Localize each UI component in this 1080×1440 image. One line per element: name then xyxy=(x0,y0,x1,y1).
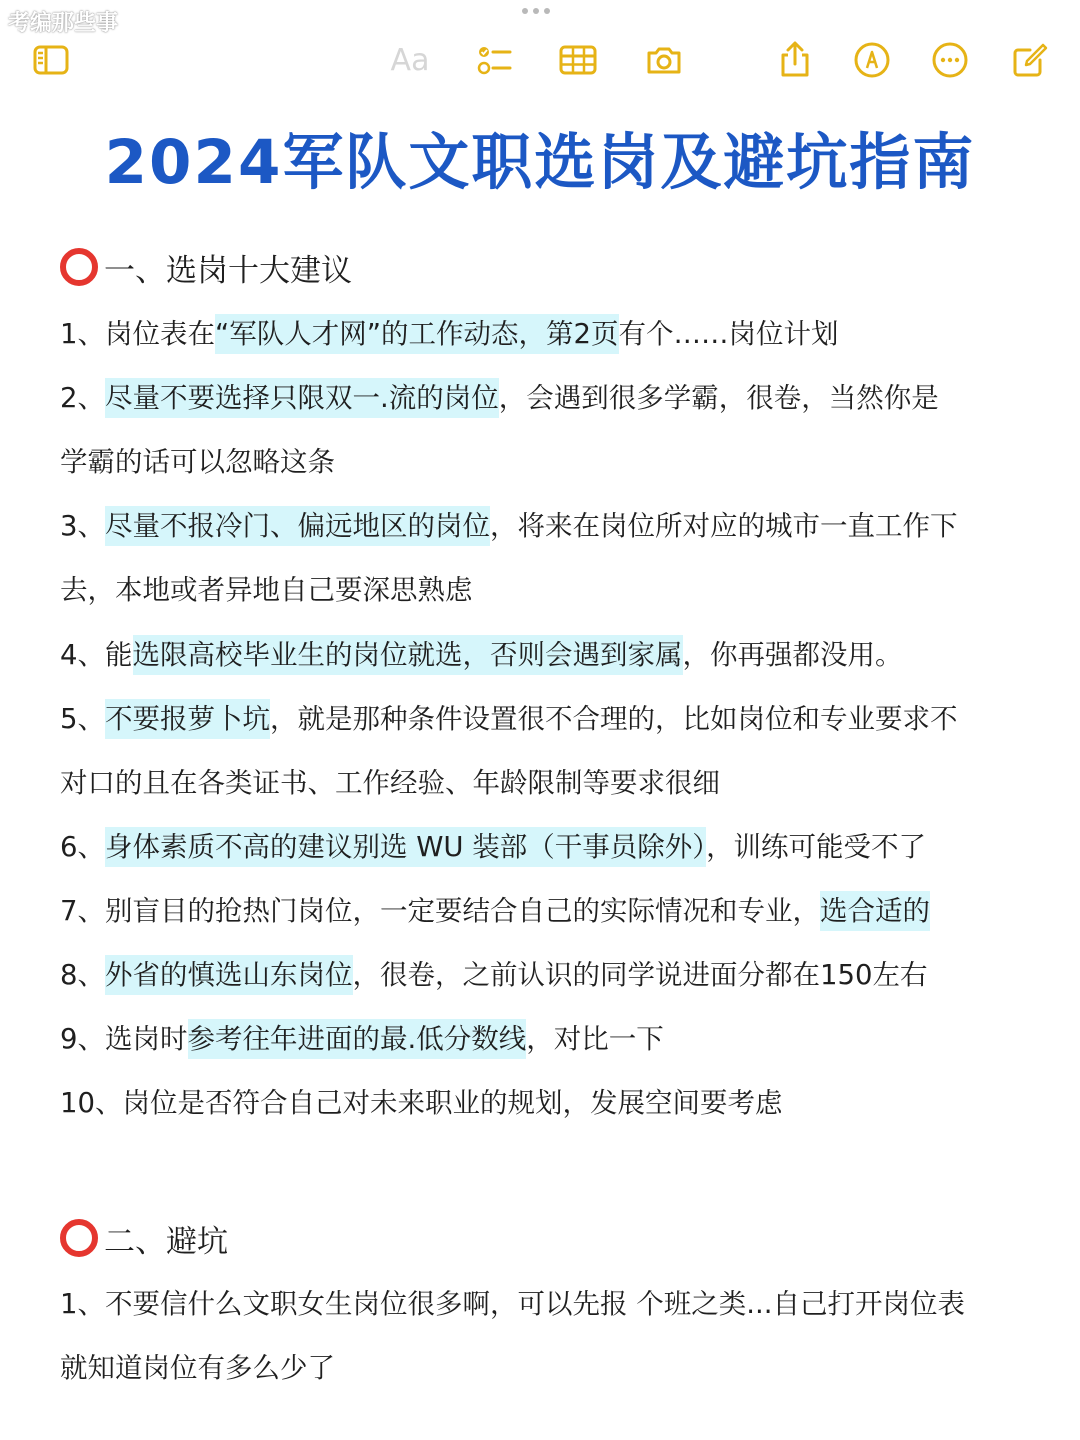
text-line xyxy=(60,568,1040,612)
section-heading-suggestions xyxy=(60,242,352,292)
drag-handle-icon[interactable] xyxy=(522,8,550,14)
watermark-text: 考编那些事 xyxy=(8,11,119,36)
text-line xyxy=(60,761,1040,805)
text-segment: 有个……岗位计划 xyxy=(618,318,839,350)
text-line xyxy=(60,633,1040,677)
text-segment: 10、岗位是否符合自己对未来职业的规划，发展空间要考虑 xyxy=(60,1087,783,1119)
red-circle-icon xyxy=(60,248,98,286)
text-segment: 6、 xyxy=(60,831,105,863)
format-text-button[interactable]: Aa xyxy=(390,42,430,78)
section-heading-pitfalls xyxy=(60,1213,228,1263)
text-segment: 4、能 xyxy=(60,639,133,671)
checklist-icon[interactable] xyxy=(472,38,516,82)
section-heading-text: 二、避坑 xyxy=(104,1223,228,1260)
text-line xyxy=(60,504,1040,548)
section-heading-text: 一、选岗十大建议 xyxy=(104,252,352,289)
text-segment: 7、别盲目的抢热门岗位，一定要结合自己的实际情况和专业， xyxy=(60,895,820,927)
sidebar-icon[interactable] xyxy=(29,38,73,82)
text-line xyxy=(60,1081,1040,1125)
text-segment: 2、 xyxy=(60,382,105,414)
highlighted-text: 身体素质不高的建议别选 WU 装部（干事员除外） xyxy=(105,827,706,867)
highlighted-text: “军队人才网”的工作动态，第2页 xyxy=(215,314,619,354)
text-line xyxy=(60,1017,1040,1061)
text-segment: ，你再强都没用。 xyxy=(682,639,903,671)
text-line xyxy=(60,825,1040,869)
table-icon[interactable] xyxy=(556,38,600,82)
text-segment: 1、不要信什么文职女生岗位很多啊，可以先报 个班之类...自己打开岗位表 xyxy=(60,1288,965,1320)
toolbar xyxy=(0,38,1080,82)
text-segment: ，会遇到很多学霸，很卷，当然你是 xyxy=(498,382,939,414)
highlighted-text: 不要报萝卜坑 xyxy=(105,699,270,739)
text-segment: ，训练可能受不了 xyxy=(706,831,927,863)
text-line xyxy=(60,1346,1040,1390)
markup-pen-icon[interactable] xyxy=(850,38,894,82)
text-line xyxy=(60,953,1040,997)
text-segment: 9、选岗时 xyxy=(60,1023,188,1055)
text-segment: ，将来在岗位所对应的城市一直工作下 xyxy=(490,510,958,542)
highlighted-text: 尽量不要选择只限双一.流的岗位 xyxy=(105,378,499,418)
compose-icon[interactable] xyxy=(1008,38,1052,82)
text-segment: 5、 xyxy=(60,703,105,735)
text-segment: 8、 xyxy=(60,959,105,991)
highlighted-text: 选限高校毕业生的岗位就选，否则会遇到家属 xyxy=(133,635,683,675)
text-segment: 去，本地或者异地自己要深思熟虑 xyxy=(60,574,473,606)
text-line xyxy=(60,312,1040,356)
camera-icon[interactable] xyxy=(642,38,686,82)
highlighted-text: 尽量不报冷门、偏远地区的岗位 xyxy=(105,506,490,546)
highlighted-text: 选合适的 xyxy=(820,891,930,931)
text-segment: ，很卷，之前认识的同学说进面分都在150左右 xyxy=(352,959,928,991)
text-segment: ，对比一下 xyxy=(526,1023,664,1055)
highlighted-text: 参考往年进面的最.低分数线 xyxy=(188,1019,527,1059)
text-segment: 对口的且在各类证书、工作经验、年龄限制等要求很细 xyxy=(60,767,720,799)
text-line xyxy=(60,1282,1040,1326)
page-title: 2024军队文职选岗及避坑指南 xyxy=(104,127,976,198)
text-segment: 就知道岗位有多么少了 xyxy=(60,1352,335,1384)
text-line xyxy=(60,376,1040,420)
more-icon[interactable] xyxy=(928,38,972,82)
text-segment: ，就是那种条件设置很不合理的，比如岗位和专业要求不 xyxy=(270,703,958,735)
text-line xyxy=(60,889,1040,933)
highlighted-text: 外省的慎选山东岗位 xyxy=(105,955,353,995)
text-segment: 1、岗位表在 xyxy=(60,318,215,350)
text-segment: 3、 xyxy=(60,510,105,542)
text-segment: 学霸的话可以忽略这条 xyxy=(60,446,335,478)
text-line xyxy=(60,440,1040,484)
share-icon[interactable] xyxy=(773,38,817,82)
text-line xyxy=(60,697,1040,741)
red-circle-icon xyxy=(60,1219,98,1257)
